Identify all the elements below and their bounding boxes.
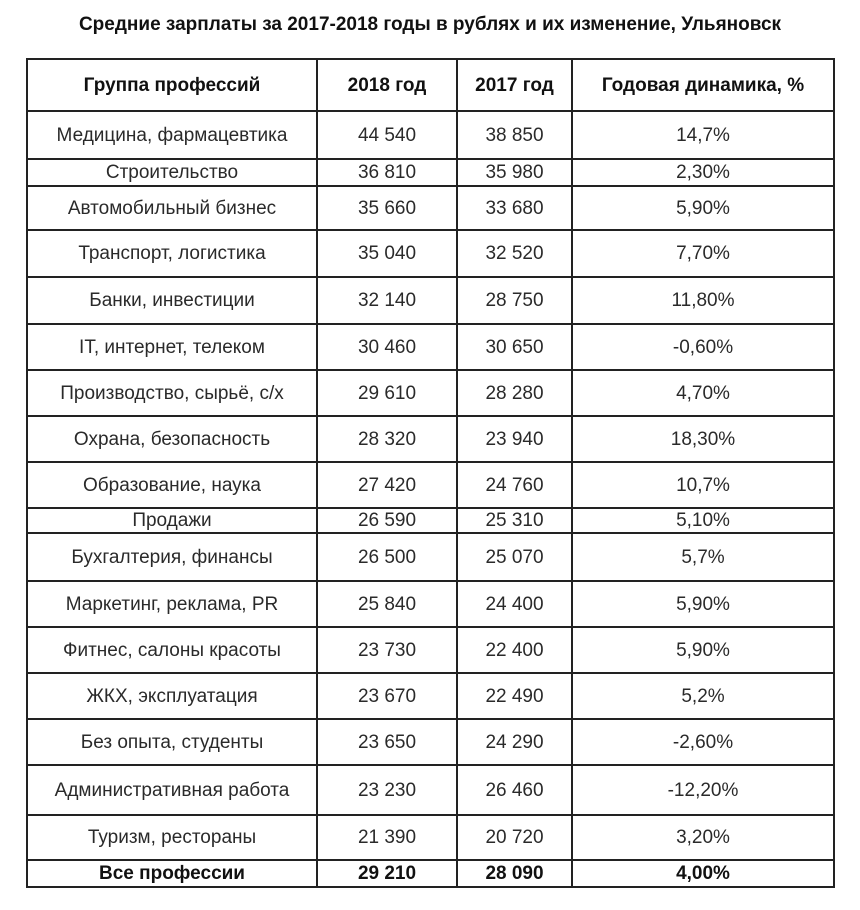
column-header-2017: 2017 год: [457, 59, 572, 111]
cell-2017: 32 520: [457, 230, 572, 277]
cell-2018: 26 500: [317, 533, 457, 581]
cell-group: Транспорт, логистика: [27, 230, 317, 277]
cell-2017: 28 280: [457, 370, 572, 416]
table-row: [27, 159, 834, 186]
cell-change: 5,2%: [572, 673, 834, 719]
cell-change: 18,30%: [572, 416, 834, 462]
cell-2017: 28 750: [457, 277, 572, 324]
cell-2017: 24 290: [457, 719, 572, 765]
cell-2018: 28 320: [317, 416, 457, 462]
table-row: [27, 673, 834, 719]
cell-2018: 29 210: [317, 860, 457, 887]
cell-group: Банки, инвестиции: [27, 277, 317, 324]
cell-group: IT, интернет, телеком: [27, 324, 317, 370]
cell-2018: 44 540: [317, 111, 457, 159]
cell-group: Строительство: [27, 159, 317, 186]
cell-group: Административная работа: [27, 765, 317, 815]
cell-change: 5,90%: [572, 186, 834, 230]
cell-2017: 25 310: [457, 508, 572, 533]
cell-2017: 25 070: [457, 533, 572, 581]
cell-2017: 22 400: [457, 627, 572, 673]
cell-change: 7,70%: [572, 230, 834, 277]
column-header-change: Годовая динамика, %: [572, 59, 834, 111]
cell-change: 3,20%: [572, 815, 834, 860]
cell-2018: 29 610: [317, 370, 457, 416]
cell-2017: 30 650: [457, 324, 572, 370]
cell-change: -0,60%: [572, 324, 834, 370]
table-row: [27, 186, 834, 230]
table-row: [27, 230, 834, 277]
table-row: [27, 765, 834, 815]
table-row: [27, 324, 834, 370]
cell-2018: 23 730: [317, 627, 457, 673]
cell-2018: 23 230: [317, 765, 457, 815]
cell-2018: 30 460: [317, 324, 457, 370]
cell-2018: 23 650: [317, 719, 457, 765]
cell-change: 5,7%: [572, 533, 834, 581]
cell-change: 4,00%: [572, 860, 834, 887]
cell-change: 5,90%: [572, 581, 834, 627]
cell-2018: 35 040: [317, 230, 457, 277]
cell-group: Туризм, рестораны: [27, 815, 317, 860]
cell-group: Охрана, безопасность: [27, 416, 317, 462]
table-row: [27, 533, 834, 581]
column-header-group: Группа профессий: [27, 59, 317, 111]
table-row: [27, 581, 834, 627]
cell-2018: 21 390: [317, 815, 457, 860]
cell-change: 11,80%: [572, 277, 834, 324]
cell-group: Автомобильный бизнес: [27, 186, 317, 230]
total-row: [27, 860, 834, 887]
table-row: [27, 627, 834, 673]
table-header-row: [27, 59, 834, 111]
cell-2017: 33 680: [457, 186, 572, 230]
cell-group: Медицина, фармацевтика: [27, 111, 317, 159]
cell-group: Маркетинг, реклама, PR: [27, 581, 317, 627]
cell-change: -2,60%: [572, 719, 834, 765]
table-row: [27, 719, 834, 765]
cell-2018: 26 590: [317, 508, 457, 533]
cell-change: 10,7%: [572, 462, 834, 508]
cell-group: Фитнес, салоны красоты: [27, 627, 317, 673]
cell-group: Образование, наука: [27, 462, 317, 508]
cell-change: 2,30%: [572, 159, 834, 186]
table-row: [27, 462, 834, 508]
table-row: [27, 277, 834, 324]
cell-2017: 24 760: [457, 462, 572, 508]
cell-group: Производство, сырьё, с/х: [27, 370, 317, 416]
table-row: [27, 416, 834, 462]
cell-change: -12,20%: [572, 765, 834, 815]
cell-change: 14,7%: [572, 111, 834, 159]
cell-2018: 23 670: [317, 673, 457, 719]
cell-2018: 27 420: [317, 462, 457, 508]
table-row: [27, 111, 834, 159]
table-row: [27, 815, 834, 860]
cell-2017: 24 400: [457, 581, 572, 627]
cell-change: 5,10%: [572, 508, 834, 533]
cell-2018: 36 810: [317, 159, 457, 186]
table-row: [27, 370, 834, 416]
cell-group: ЖКХ, эксплуатация: [27, 673, 317, 719]
cell-group: Бухгалтерия, финансы: [27, 533, 317, 581]
cell-2017: 28 090: [457, 860, 572, 887]
cell-group: Все профессии: [27, 860, 317, 887]
cell-group: Продажи: [27, 508, 317, 533]
cell-2017: 35 980: [457, 159, 572, 186]
cell-2018: 25 840: [317, 581, 457, 627]
cell-2017: 20 720: [457, 815, 572, 860]
page-title: Средние зарплаты за 2017-2018 годы в рублях и их изменение, Ульяновск: [78, 14, 782, 35]
cell-change: 5,90%: [572, 627, 834, 673]
cell-2017: 23 940: [457, 416, 572, 462]
cell-group: Без опыта, студенты: [27, 719, 317, 765]
cell-2017: 26 460: [457, 765, 572, 815]
cell-change: 4,70%: [572, 370, 834, 416]
table-row: [27, 508, 834, 533]
cell-2018: 35 660: [317, 186, 457, 230]
salary-table: [26, 58, 835, 888]
cell-2018: 32 140: [317, 277, 457, 324]
column-header-2018: 2018 год: [317, 59, 457, 111]
cell-2017: 22 490: [457, 673, 572, 719]
cell-2017: 38 850: [457, 111, 572, 159]
